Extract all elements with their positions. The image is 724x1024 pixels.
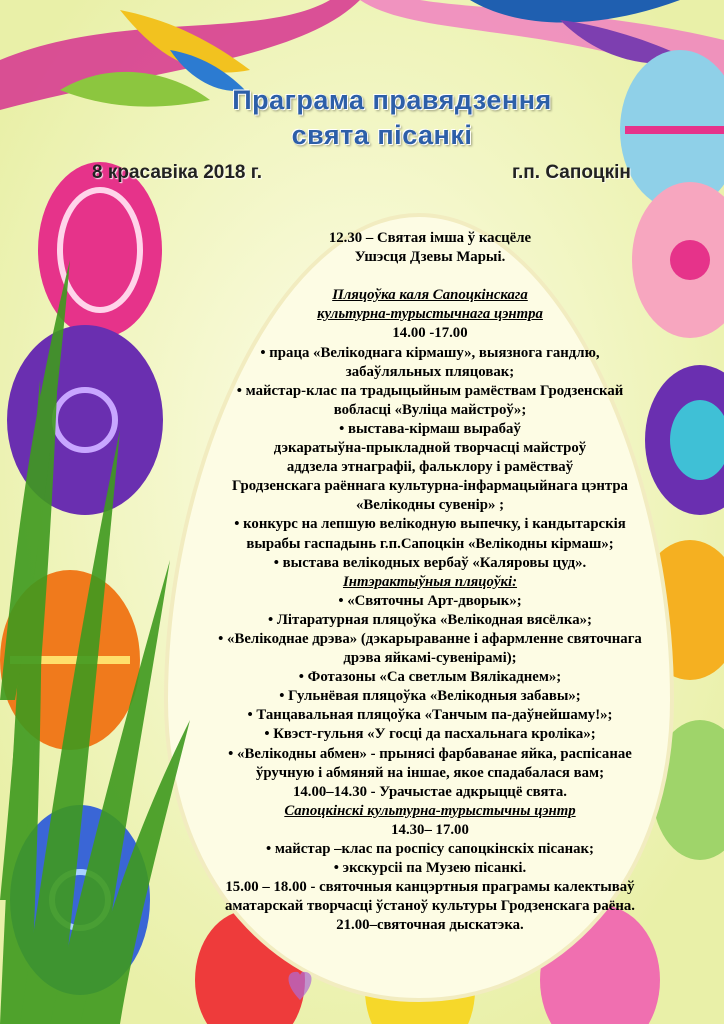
program-line: • майстар –клас па роспісу сапоцкінскіх пісанак; <box>266 841 594 857</box>
program-section-heading: Інтэрактыўныя пляцоўкі: <box>342 573 518 590</box>
program-line: • Квэст-гульня «У госці да пасхальнага кроліка»; <box>264 726 596 743</box>
program-line: вырабы гаспадынь г.п.Сапоцкін «Велікодны кірмаш»; <box>246 535 614 552</box>
program-line: • экскурсіі па Музею пісанкі. <box>333 860 527 877</box>
program-line: дэкаратыўна-прыкладной творчасці майстроў <box>273 440 587 457</box>
program-line: 14.30– 17.00 <box>391 821 469 838</box>
program-line: забаўляльных пляцовак; <box>345 363 515 380</box>
program-line: • выстава велікодных вербаў «Каляровы цуд». <box>273 554 587 571</box>
program-line: 14.00–14.30 - Урачыстае адкрыццё свята. <box>293 783 567 800</box>
program-line: 12.30 – Святая імша ў касцёле <box>328 230 532 246</box>
program-line: ўручную і абмяняй на іншае, якое спадабалася вам; <box>255 764 605 781</box>
program-line: • Танцавальная пляцоўка «Танчым па-даўнейшаму!»; <box>247 707 613 724</box>
program-line: аддзела этнаграфіі, фальклору і рамёстваў <box>286 459 574 476</box>
title-line-1: Праграма правядзення <box>232 85 552 115</box>
program-spacer <box>170 267 690 286</box>
program-line: • праца «Велікоднага кірмашу», выязнога гандлю, <box>260 344 600 361</box>
program-line: • конкурс на лепшую велікодную выпечку, і кандытарскія <box>234 516 626 533</box>
program-line: «Велікодны сувенір» ; <box>355 497 505 514</box>
program-line: аматарскай творчасці ўстаноў культуры Гродзенскага раёна. <box>224 898 635 915</box>
program-line: 15.00 – 18.00 - святочныя канцэртныя праграмы калектываў <box>225 879 635 896</box>
program-section-heading: культурна-турыстычнага цэнтра <box>317 306 543 323</box>
program-line: • Фотазоны «Са светлым Вялікаднем»; <box>298 669 562 686</box>
program-section-heading: Пляцоўка каля Сапоцкінскага <box>332 287 528 304</box>
program-text <box>170 229 690 935</box>
program-line: • Літаратурная пляцоўка «Велікодная вясёлка»; <box>268 611 592 628</box>
program-line: 14.00 -17.00 <box>392 325 468 342</box>
program-line: • «Святочны Арт-дворык»; <box>338 592 522 609</box>
event-place: г.п. Сапоцкін <box>512 162 631 183</box>
program-line: 21.00–святочная дыскатэка. <box>336 917 524 934</box>
program-line: • «Велікодны абмен» - прынясі фарбаванае яйка, распісанае <box>228 745 632 762</box>
event-date: 8 красавіка 2018 г. <box>92 162 263 183</box>
title-line-2: свята пісанкі <box>291 120 473 150</box>
program-line: вобласці «Вуліца майстроў»; <box>333 401 527 418</box>
program-line: Гродзенскага раённага культурна-інфармацыйнага цэнтра <box>232 478 628 495</box>
program-line: Ушэсця Дзевы Марыі. <box>354 249 506 266</box>
program-line: дрэва яйкамі-сувенірамі); <box>343 650 517 667</box>
program-line: • выстава-кірмаш вырабаў <box>339 420 521 437</box>
egg-pink-left <box>38 162 162 338</box>
program-line: • «Велікоднае дрэва» (дэкарыраванне і афармленне святочнага <box>218 630 642 647</box>
program-line: • майстар-клас па традыцыйным рамёствам Гродзенскай <box>236 382 624 399</box>
program-line: • Гульнёвая пляцоўка «Велікодныя забавы»; <box>279 688 581 705</box>
program-section-heading: Сапоцкінскі культурна-турыстычны цэнтр <box>284 802 576 819</box>
